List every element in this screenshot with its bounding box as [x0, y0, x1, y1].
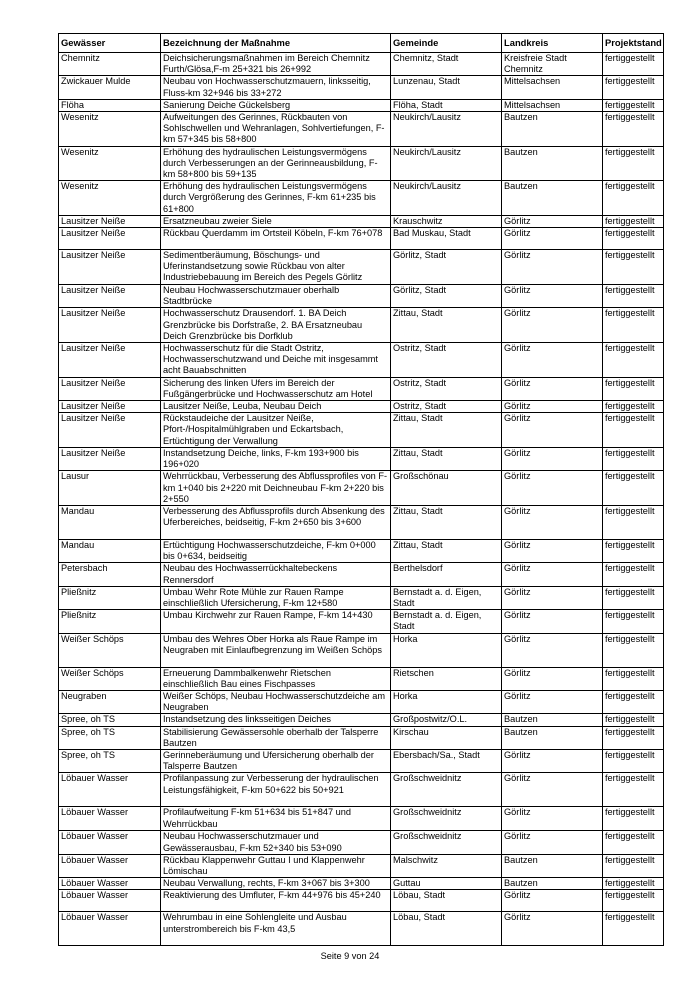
cell-gewaesser: Lausitzer Neiße — [59, 215, 161, 227]
cell-landkreis: Görlitz — [502, 413, 603, 448]
cell-gewaesser: Wesenitz — [59, 181, 161, 216]
cell-gewaesser: Wesenitz — [59, 146, 161, 181]
table-row — [59, 250, 664, 285]
cell-gemeinde: Ostritz, Stadt — [391, 401, 502, 413]
cell-projektstand: fertiggestellt — [603, 401, 664, 413]
cell-bezeichnung: Neubau Hochwasserschutzmauer und Gewässerausbau, F-km 52+340 bis 53+090 — [161, 831, 391, 854]
cell-bezeichnung: Weißer Schöps, Neubau Hochwasserschutzdeiche am Neugraben — [161, 690, 391, 713]
cell-gemeinde: Görlitz, Stadt — [391, 285, 502, 308]
cell-projektstand: fertiggestellt — [603, 726, 664, 749]
cell-projektstand: fertiggestellt — [603, 912, 664, 946]
cell-projektstand: fertiggestellt — [603, 890, 664, 912]
cell-bezeichnung: Gerinneberäumung und Ufersicherung oberhalb der Talsperre Bautzen — [161, 749, 391, 772]
header-landkreis: Landkreis — [502, 34, 603, 53]
cell-landkreis: Görlitz — [502, 667, 603, 690]
table-row — [59, 667, 664, 690]
cell-projektstand: fertiggestellt — [603, 112, 664, 147]
cell-gemeinde: Lunzenau, Stadt — [391, 76, 502, 99]
cell-gewaesser: Löbauer Wasser — [59, 807, 161, 831]
table-row — [59, 890, 664, 912]
table-row — [59, 228, 664, 250]
cell-bezeichnung: Erhöhung des hydraulischen Leistungsvermögens durch Vergrößerung des Gerinnes, F-km 61+235 bis 61+800 — [161, 181, 391, 216]
table-row — [59, 912, 664, 946]
cell-landkreis: Bautzen — [502, 181, 603, 216]
cell-gemeinde: Ebersbach/Sa., Stadt — [391, 749, 502, 772]
cell-gemeinde: Horka — [391, 690, 502, 713]
cell-bezeichnung: Wehrrückbau, Verbesserung des Abflussprofiles von F-km 1+040 bis 2+220 mit Deichneubau F-km 2+220 bis 2+550 — [161, 471, 391, 506]
table-row — [59, 471, 664, 506]
table-row — [59, 539, 664, 562]
cell-gewaesser: Lausitzer Neiße — [59, 413, 161, 448]
table-row — [59, 773, 664, 807]
cell-landkreis: Görlitz — [502, 773, 603, 807]
cell-projektstand: fertiggestellt — [603, 854, 664, 877]
header-projektstand: Projektstand — [603, 34, 664, 53]
cell-gewaesser: Lausitzer Neiße — [59, 228, 161, 250]
cell-gewaesser: Spree, oh TS — [59, 714, 161, 726]
cell-bezeichnung: Sanierung Deiche Gückelsberg — [161, 99, 391, 111]
table-row — [59, 749, 664, 772]
table-row — [59, 181, 664, 216]
table-row — [59, 586, 664, 609]
table-row — [59, 807, 664, 831]
cell-landkreis: Bautzen — [502, 726, 603, 749]
cell-projektstand: fertiggestellt — [603, 539, 664, 562]
cell-bezeichnung: Erneuerung Dammbalkenwehr Rietschen einschließlich Bau eines Fischpasses — [161, 667, 391, 690]
cell-gewaesser: Lausitzer Neiße — [59, 401, 161, 413]
cell-gemeinde: Zittau, Stadt — [391, 413, 502, 448]
cell-gewaesser: Zwickauer Mulde — [59, 76, 161, 99]
cell-gemeinde: Krauschwitz — [391, 215, 502, 227]
cell-bezeichnung: Ertüchtigung Hochwasserschutzdeiche, F-km 0+000 bis 0+634, beidseitig — [161, 539, 391, 562]
cell-projektstand: fertiggestellt — [603, 99, 664, 111]
cell-landkreis: Bautzen — [502, 878, 603, 890]
cell-gemeinde: Zittau, Stadt — [391, 308, 502, 343]
table-row — [59, 401, 664, 413]
cell-gewaesser: Lausitzer Neiße — [59, 308, 161, 343]
cell-bezeichnung: Sicherung des linken Ufers im Bereich der Fußgängerbrücke und Hochwasserschutz am Hotel — [161, 377, 391, 400]
cell-projektstand: fertiggestellt — [603, 749, 664, 772]
cell-gemeinde: Malschwitz — [391, 854, 502, 877]
cell-bezeichnung: Stabilisierung Gewässersohle oberhalb der Talsperre Bautzen — [161, 726, 391, 749]
cell-projektstand: fertiggestellt — [603, 505, 664, 539]
cell-bezeichnung: Deichsicherungsmaßnahmen im Bereich Chemnitz Furth/Glösa,F-m 25+321 bis 26+992 — [161, 53, 391, 76]
cell-gemeinde: Chemnitz, Stadt — [391, 53, 502, 76]
cell-landkreis: Görlitz — [502, 343, 603, 378]
cell-gewaesser: Löbauer Wasser — [59, 878, 161, 890]
cell-bezeichnung: Instandsetzung Deiche, links, F-km 193+900 bis 196+020 — [161, 447, 391, 470]
table-row — [59, 215, 664, 227]
table-row — [59, 112, 664, 147]
table-row — [59, 308, 664, 343]
cell-gewaesser: Flöha — [59, 99, 161, 111]
cell-gemeinde: Großschweidnitz — [391, 807, 502, 831]
cell-projektstand: fertiggestellt — [603, 831, 664, 854]
cell-gewaesser: Weißer Schöps — [59, 667, 161, 690]
cell-bezeichnung: Ersatzneubau zweier Siele — [161, 215, 391, 227]
cell-landkreis: Görlitz — [502, 471, 603, 506]
cell-bezeichnung: Verbesserung des Abflussprofils durch Absenkung des Uferbereiches, beidseitig, F-km 2+650 bis 3+600 — [161, 505, 391, 539]
cell-gewaesser: Weißer Schöps — [59, 633, 161, 667]
cell-landkreis: Görlitz — [502, 890, 603, 912]
cell-projektstand: fertiggestellt — [603, 413, 664, 448]
cell-gewaesser: Löbauer Wasser — [59, 890, 161, 912]
table-header-row — [59, 34, 664, 53]
cell-landkreis: Görlitz — [502, 401, 603, 413]
cell-landkreis: Görlitz — [502, 690, 603, 713]
cell-gewaesser: Mandau — [59, 505, 161, 539]
table-row — [59, 343, 664, 378]
cell-bezeichnung: Neubau Hochwasserschutzmauer oberhalb Stadtbrücke — [161, 285, 391, 308]
cell-projektstand: fertiggestellt — [603, 878, 664, 890]
cell-projektstand: fertiggestellt — [603, 563, 664, 586]
table-row — [59, 610, 664, 633]
cell-gemeinde: Rietschen — [391, 667, 502, 690]
measures-table — [58, 33, 664, 946]
cell-gemeinde: Großschweidnitz — [391, 831, 502, 854]
cell-landkreis: Görlitz — [502, 539, 603, 562]
cell-bezeichnung: Umbau Kirchwehr zur Rauen Rampe, F-km 14+430 — [161, 610, 391, 633]
table-row — [59, 146, 664, 181]
cell-bezeichnung: Profilaufweitung F-km 51+634 bis 51+847 und Wehrrückbau — [161, 807, 391, 831]
cell-landkreis: Görlitz — [502, 308, 603, 343]
cell-landkreis: Görlitz — [502, 563, 603, 586]
cell-gewaesser: Neugraben — [59, 690, 161, 713]
cell-gemeinde: Kirschau — [391, 726, 502, 749]
cell-projektstand: fertiggestellt — [603, 215, 664, 227]
cell-bezeichnung: Rückstaudeiche der Lausitzer Neiße, Pfort-/Hospitalmühlgraben und Eckartsbach, Ertüchtigung der Verwallung — [161, 413, 391, 448]
cell-gemeinde: Neukirch/Lausitz — [391, 146, 502, 181]
cell-gewaesser: Lausitzer Neiße — [59, 250, 161, 285]
cell-projektstand: fertiggestellt — [603, 773, 664, 807]
cell-landkreis: Görlitz — [502, 228, 603, 250]
cell-gewaesser: Lausitzer Neiße — [59, 343, 161, 378]
cell-projektstand: fertiggestellt — [603, 285, 664, 308]
cell-projektstand: fertiggestellt — [603, 586, 664, 609]
cell-landkreis: Görlitz — [502, 633, 603, 667]
cell-landkreis: Bautzen — [502, 714, 603, 726]
table-row — [59, 633, 664, 667]
cell-landkreis: Görlitz — [502, 215, 603, 227]
cell-gemeinde: Bad Muskau, Stadt — [391, 228, 502, 250]
cell-landkreis: Bautzen — [502, 112, 603, 147]
cell-bezeichnung: Instandsetzung des linksseitigen Deiches — [161, 714, 391, 726]
cell-gemeinde: Berthelsdorf — [391, 563, 502, 586]
page-number: Seite 9 von 24 — [320, 951, 380, 961]
cell-gemeinde: Zittau, Stadt — [391, 447, 502, 470]
cell-bezeichnung: Hochwasserschutz Drausendorf. 1. BA Deich Grenzbrücke bis Dorfstraße, 2. BA Ersatzneubau Deich Grenzbrücke bis Dorfklub — [161, 308, 391, 343]
cell-projektstand: fertiggestellt — [603, 633, 664, 667]
cell-bezeichnung: Wehrumbau in eine Sohlengleite und Ausbau unterstrombereich bis F-km 43,5 — [161, 912, 391, 946]
cell-bezeichnung: Reaktivierung des Umfluter, F-km 44+976 bis 45+240 — [161, 890, 391, 912]
cell-gemeinde: Großschönau — [391, 471, 502, 506]
cell-landkreis: Görlitz — [502, 807, 603, 831]
cell-gemeinde: Neukirch/Lausitz — [391, 112, 502, 147]
cell-bezeichnung: Aufweitungen des Gerinnes, Rückbauten von Sohlschwellen und Wehranlagen, Sohlvertiefungen, F-km 57+345 bis 58+800 — [161, 112, 391, 147]
cell-gewaesser: Lausitzer Neiße — [59, 447, 161, 470]
cell-gewaesser: Löbauer Wasser — [59, 854, 161, 877]
cell-gewaesser: Lausitzer Neiße — [59, 285, 161, 308]
cell-gewaesser: Petersbach — [59, 563, 161, 586]
cell-bezeichnung: Neubau Verwallung, rechts, F-km 3+067 bis 3+300 — [161, 878, 391, 890]
cell-gemeinde: Flöha, Stadt — [391, 99, 502, 111]
table-row — [59, 505, 664, 539]
cell-landkreis: Görlitz — [502, 586, 603, 609]
cell-gemeinde: Zittau, Stadt — [391, 505, 502, 539]
table-row — [59, 53, 664, 76]
cell-gewaesser: Lausitzer Neiße — [59, 377, 161, 400]
cell-projektstand: fertiggestellt — [603, 181, 664, 216]
cell-gewaesser: Löbauer Wasser — [59, 912, 161, 946]
cell-landkreis: Bautzen — [502, 146, 603, 181]
cell-projektstand: fertiggestellt — [603, 690, 664, 713]
cell-landkreis: Görlitz — [502, 749, 603, 772]
cell-bezeichnung: Umbau des Wehres Ober Horka als Raue Rampe im Neugraben mit Einlaufbegrenzung im Weißen Schöps — [161, 633, 391, 667]
cell-projektstand: fertiggestellt — [603, 447, 664, 470]
cell-landkreis: Mittelsachsen — [502, 76, 603, 99]
cell-projektstand: fertiggestellt — [603, 228, 664, 250]
cell-projektstand: fertiggestellt — [603, 714, 664, 726]
cell-gemeinde: Ostritz, Stadt — [391, 343, 502, 378]
cell-gewaesser: Löbauer Wasser — [59, 773, 161, 807]
cell-gewaesser: Wesenitz — [59, 112, 161, 147]
cell-gewaesser: Mandau — [59, 539, 161, 562]
cell-bezeichnung: Neubau des Hochwasserrückhaltebeckens Rennersdorf — [161, 563, 391, 586]
cell-landkreis: Görlitz — [502, 831, 603, 854]
table-row — [59, 878, 664, 890]
cell-gemeinde: Löbau, Stadt — [391, 912, 502, 946]
cell-bezeichnung: Umbau Wehr Rote Mühle zur Rauen Rampe einschließlich Ufersicherung, F-km 12+580 — [161, 586, 391, 609]
cell-gemeinde: Horka — [391, 633, 502, 667]
cell-gewaesser: Spree, oh TS — [59, 749, 161, 772]
cell-gewaesser: Pließnitz — [59, 610, 161, 633]
cell-bezeichnung: Erhöhung des hydraulischen Leistungsvermögens durch Verbesserungen an der Gerinneausbildung, F-km 58+800 bis 59+135 — [161, 146, 391, 181]
cell-projektstand: fertiggestellt — [603, 807, 664, 831]
table-row — [59, 413, 664, 448]
cell-projektstand: fertiggestellt — [603, 343, 664, 378]
document-page — [58, 33, 663, 946]
cell-landkreis: Görlitz — [502, 377, 603, 400]
cell-projektstand: fertiggestellt — [603, 667, 664, 690]
cell-landkreis: Kreisfreie Stadt Chemnitz — [502, 53, 603, 76]
table-row — [59, 714, 664, 726]
cell-landkreis: Görlitz — [502, 505, 603, 539]
table-row — [59, 690, 664, 713]
cell-bezeichnung: Sedimentberäumung, Böschungs- und Uferinstandsetzung sowie Rückbau von alter Industriebebauung im Bereich des Pegels Görlitz — [161, 250, 391, 285]
cell-bezeichnung: Hochwasserschutz für die Stadt Ostritz, Hochwasserschutzwand und Deiche mit insgesammt acht Bauabschnitten — [161, 343, 391, 378]
cell-landkreis: Görlitz — [502, 912, 603, 946]
cell-gemeinde: Löbau, Stadt — [391, 890, 502, 912]
cell-projektstand: fertiggestellt — [603, 377, 664, 400]
cell-gemeinde: Großpostwitz/O.L. — [391, 714, 502, 726]
cell-gemeinde: Görlitz, Stadt — [391, 250, 502, 285]
cell-gewaesser: Lausur — [59, 471, 161, 506]
cell-gewaesser: Spree, oh TS — [59, 726, 161, 749]
cell-gemeinde: Neukirch/Lausitz — [391, 181, 502, 216]
header-gewaesser: Gewässer — [59, 34, 161, 53]
cell-gemeinde: Bernstadt a. d. Eigen, Stadt — [391, 586, 502, 609]
cell-gewaesser: Löbauer Wasser — [59, 831, 161, 854]
cell-gemeinde: Ostritz, Stadt — [391, 377, 502, 400]
header-bezeichnung: Bezeichnung der Maßnahme — [161, 34, 391, 53]
table-row — [59, 99, 664, 111]
cell-gewaesser: Chemnitz — [59, 53, 161, 76]
cell-landkreis: Bautzen — [502, 854, 603, 877]
table-row — [59, 563, 664, 586]
cell-landkreis: Görlitz — [502, 447, 603, 470]
table-row — [59, 854, 664, 877]
table-row — [59, 831, 664, 854]
cell-gemeinde: Großschweidnitz — [391, 773, 502, 807]
cell-landkreis: Görlitz — [502, 610, 603, 633]
header-gemeinde: Gemeinde — [391, 34, 502, 53]
cell-gemeinde: Zittau, Stadt — [391, 539, 502, 562]
cell-projektstand: fertiggestellt — [603, 53, 664, 76]
table-row — [59, 76, 664, 99]
cell-gemeinde: Guttau — [391, 878, 502, 890]
table-row — [59, 377, 664, 400]
cell-bezeichnung: Rückbau Querdamm im Ortsteil Köbeln, F-km 76+078 — [161, 228, 391, 250]
cell-gemeinde: Bernstadt a. d. Eigen, Stadt — [391, 610, 502, 633]
cell-bezeichnung: Neubau von Hochwasserschutzmauern, linksseitig, Fluss-km 32+946 bis 33+272 — [161, 76, 391, 99]
cell-gewaesser: Pließnitz — [59, 586, 161, 609]
cell-projektstand: fertiggestellt — [603, 610, 664, 633]
cell-bezeichnung: Rückbau Klappenwehr Guttau I und Klappenwehr Lömischau — [161, 854, 391, 877]
cell-landkreis: Mittelsachsen — [502, 99, 603, 111]
cell-landkreis: Görlitz — [502, 250, 603, 285]
cell-projektstand: fertiggestellt — [603, 308, 664, 343]
cell-projektstand: fertiggestellt — [603, 250, 664, 285]
cell-landkreis: Görlitz — [502, 285, 603, 308]
cell-bezeichnung: Profilanpassung zur Verbesserung der hydraulischen Leistungsfähigkeit, F-km 50+622 bis 50+921 — [161, 773, 391, 807]
cell-bezeichnung: Lausitzer Neiße, Leuba, Neubau Deich — [161, 401, 391, 413]
cell-projektstand: fertiggestellt — [603, 146, 664, 181]
table-row — [59, 285, 664, 308]
table-row — [59, 447, 664, 470]
table-row — [59, 726, 664, 749]
cell-projektstand: fertiggestellt — [603, 76, 664, 99]
cell-projektstand: fertiggestellt — [603, 471, 664, 506]
